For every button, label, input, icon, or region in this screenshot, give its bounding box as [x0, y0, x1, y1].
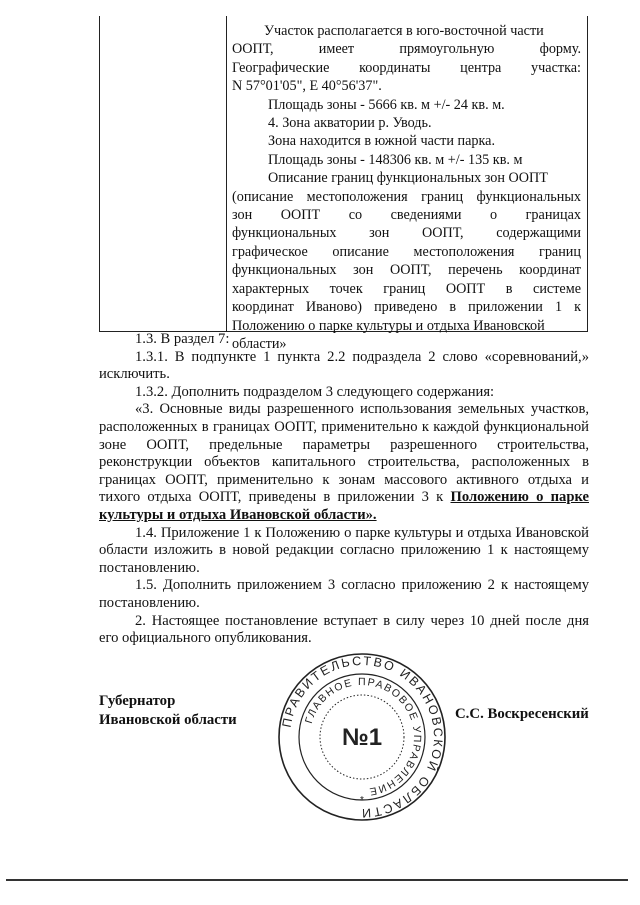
signatory-title-line1: Губернатор — [99, 693, 176, 709]
table-line: зон ООПТ со сведениями о границах — [232, 207, 581, 224]
table-line: Географические координаты центра участка: — [232, 59, 581, 76]
table-line: Зона находится в южной части парка. — [268, 133, 496, 150]
table-line: функциональных зон ООПТ, перечень координат — [232, 262, 581, 279]
paragraph-1-5: 1.5. Дополнить приложением 3 согласно приложению 2 к настоящему постановлению. — [99, 577, 589, 611]
table-line: Площадь зоны - 148306 кв. м +/- 135 кв. м — [268, 151, 523, 168]
table-left-column — [100, 16, 227, 331]
table-line: Площадь зоны - 5666 кв. м +/- 24 кв. м. — [268, 96, 505, 113]
seal-star-icon: * — [360, 795, 364, 806]
paragraph-1-3: 1.3. В раздел 7: — [135, 331, 230, 347]
bottom-divider — [6, 879, 628, 881]
table-line: Участок располагается в юго-восточной части — [264, 23, 544, 39]
paragraph-1-4: 1.4. Приложение 1 к Положению о парке культуры и отдыха Ивановской области изложить в новой редакции согласно приложению 1 к настоящему постановлению. — [99, 524, 589, 576]
seal-outer-text: ПРАВИТЕЛЬСТВО ИВАНОВСКОЙ ОБЛАСТИ — [279, 653, 446, 821]
signatory-title-line2: Ивановской области — [99, 712, 237, 728]
paragraph-2: 2. Настоящее постановление вступает в силу через 10 дней после дня его официального опубликования. — [99, 612, 589, 647]
official-seal — [276, 651, 448, 823]
table-line: функциональных зон ООПТ, содержащими — [232, 225, 581, 242]
table-line: 4. Зона акватории р. Уводь. — [268, 115, 432, 132]
table-line: графическое описание местоположения границ — [232, 243, 581, 260]
signatory-title — [99, 692, 237, 730]
seal-inner-text: ГЛАВНОЕ ПРАВОВОЕ УПРАВЛЕНИЕ — [302, 675, 424, 798]
table-line: координат Иваново) приведено в приложении 1 к — [232, 299, 581, 316]
paragraph-1-3-1: 1.3.1. В подпункте 1 пункта 2.2 подраздела 2 слово «соревнований,» исключить. — [99, 348, 589, 383]
table-line: ООПТ, имеет прямоугольную форму. — [232, 41, 581, 58]
seal-number: №1 — [341, 724, 383, 751]
table-line: Описание границ функциональных зон ООПТ — [268, 170, 548, 187]
paragraph-1-3-2: 1.3.2. Дополнить подразделом 3 следующего содержания: — [135, 383, 495, 400]
table-line: характерных точек границ ООПТ в системе — [232, 280, 581, 297]
paragraph-section-3 — [99, 401, 589, 524]
signatory-name: С.С. Воскресенский — [455, 706, 589, 722]
document-body — [99, 331, 589, 648]
table-line: Положению о парке культуры и отдыха Ивановской — [232, 317, 545, 334]
section-3-text: «3. Основные виды разрешенного использования земельных участков, расположенных в границах ООПТ, применительно к каждой функциональной зоне ООПТ, предельные параметры разрешенного строительства, реконструкции объектов капитального строительства, расположенных в границах ООПТ, применительно к зонам массового активного отдыха и тихого отдыха ООПТ, приведены в приложении 3 к — [99, 401, 589, 506]
table-right-column — [232, 22, 581, 353]
table-line: N 57°01'05", E 40°56'37". — [232, 78, 382, 95]
table-line: области» — [232, 335, 287, 352]
section-3-tail: Положению о парке культуры и отдыха Ивановской области». — [99, 489, 589, 523]
table-line: (описание местоположения границ функциональных — [232, 188, 581, 205]
